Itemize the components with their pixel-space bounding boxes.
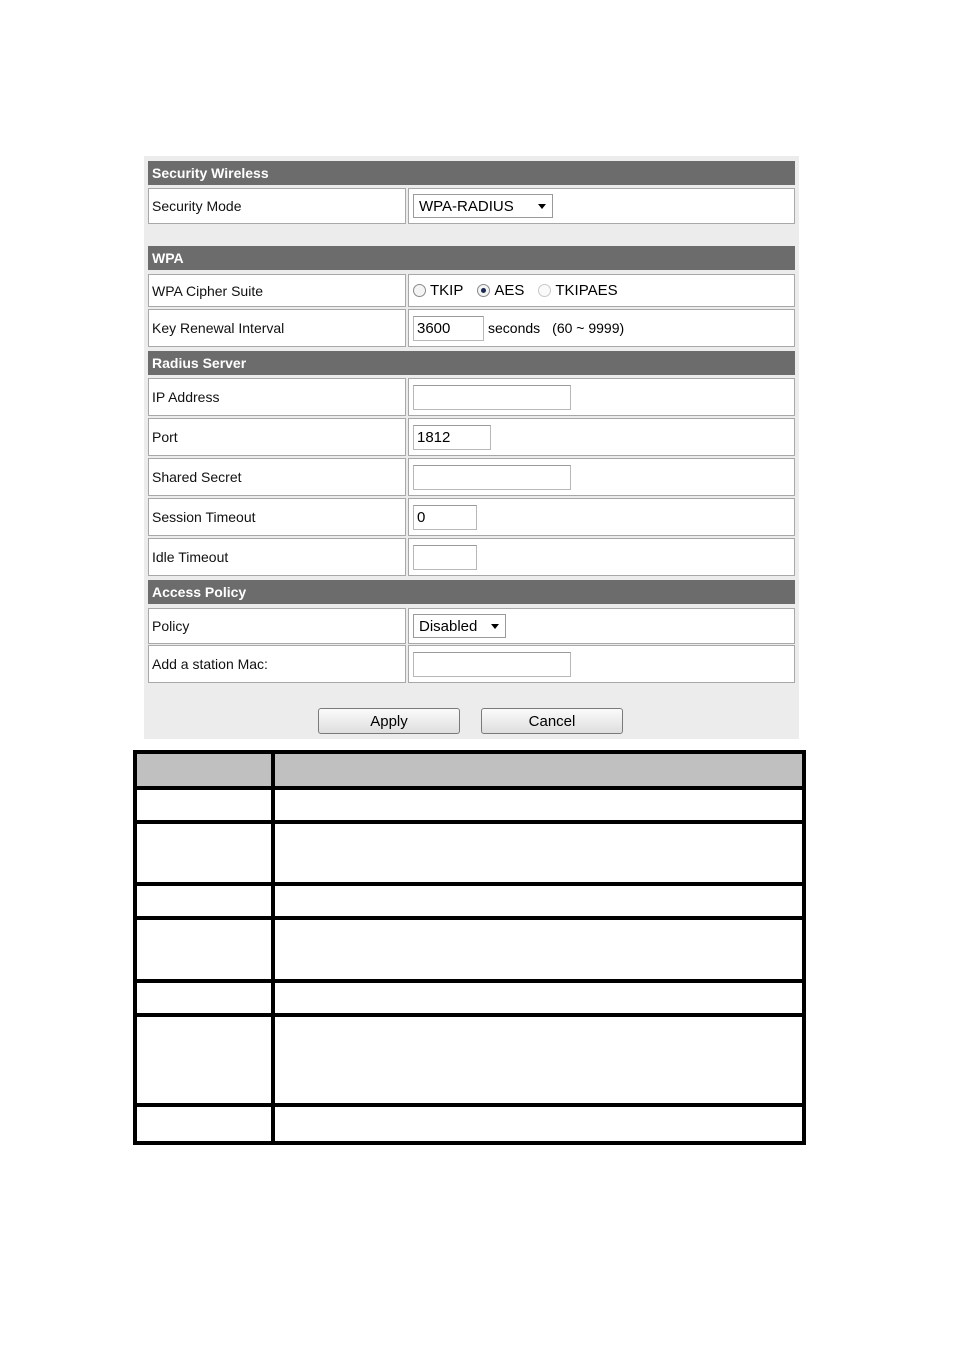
policy-value: Disabled	[419, 617, 478, 635]
table-cell	[273, 822, 804, 884]
table-row	[135, 788, 804, 822]
table-row	[135, 884, 804, 918]
security-mode-label: Security Mode	[148, 188, 406, 224]
table-row	[135, 1105, 804, 1143]
cancel-button[interactable]: Cancel	[481, 708, 623, 734]
row-idle-timeout	[148, 538, 795, 576]
table-cell	[273, 1015, 804, 1105]
wpa-cipher-label: WPA Cipher Suite	[148, 274, 406, 307]
table-cell	[135, 1105, 273, 1143]
session-timeout-cell	[408, 498, 795, 536]
table-row	[135, 1015, 804, 1105]
table-row	[135, 918, 804, 980]
row-policy	[148, 608, 795, 644]
policy-label: Policy	[148, 608, 406, 644]
port-input[interactable]: 1812	[413, 425, 491, 450]
table-cell	[273, 1105, 804, 1143]
shared-secret-input[interactable]	[413, 465, 571, 490]
chevron-down-icon	[538, 204, 546, 209]
row-wpa-cipher	[148, 274, 795, 307]
table-cell	[135, 788, 273, 822]
idle-timeout-label: Idle Timeout	[148, 538, 406, 576]
ip-address-label: IP Address	[148, 378, 406, 416]
key-renewal-unit: seconds	[488, 320, 541, 336]
section-header-security-wireless: Security Wireless	[148, 161, 795, 185]
station-mac-label: Add a station Mac:	[148, 645, 406, 683]
ip-address-cell	[408, 378, 795, 416]
radio-option-tkipaes[interactable]	[538, 282, 617, 299]
row-session-timeout	[148, 498, 795, 536]
table-row	[135, 981, 804, 1015]
row-shared-secret	[148, 458, 795, 496]
radio-tkipaes-label: TKIPAES	[555, 282, 618, 299]
shared-secret-cell	[408, 458, 795, 496]
key-renewal-input[interactable]: 3600	[413, 316, 484, 341]
chevron-down-icon	[491, 624, 499, 629]
key-renewal-label: Key Renewal Interval	[148, 309, 406, 347]
row-ip-address	[148, 378, 795, 416]
radio-option-aes[interactable]	[477, 282, 524, 299]
radio-tkip[interactable]	[413, 284, 426, 297]
session-timeout-input[interactable]: 0	[413, 505, 477, 530]
table-cell	[135, 918, 273, 980]
radio-option-tkip[interactable]	[413, 282, 463, 299]
table-header-row	[135, 752, 804, 788]
shared-secret-label: Shared Secret	[148, 458, 406, 496]
section-header-wpa: WPA	[148, 246, 795, 270]
table-cell	[273, 788, 804, 822]
table-cell	[135, 1015, 273, 1105]
radio-aes[interactable]	[477, 284, 490, 297]
row-key-renewal	[148, 309, 795, 347]
port-label: Port	[148, 418, 406, 456]
row-security-mode	[148, 188, 795, 224]
key-renewal-cell	[408, 309, 795, 347]
idle-timeout-cell	[408, 538, 795, 576]
policy-select[interactable]	[413, 614, 506, 638]
table-cell	[135, 981, 273, 1015]
table-header-cell	[135, 752, 273, 788]
idle-timeout-input[interactable]	[413, 545, 477, 570]
table-row	[135, 822, 804, 884]
section-header-access-policy: Access Policy	[148, 580, 795, 604]
wpa-cipher-radio-group	[413, 282, 632, 299]
policy-cell	[408, 608, 795, 644]
table-cell	[273, 981, 804, 1015]
key-renewal-range: (60 ~ 9999)	[552, 320, 625, 336]
description-table	[133, 750, 806, 1145]
table-cell	[135, 884, 273, 918]
row-port	[148, 418, 795, 456]
table-cell	[273, 918, 804, 980]
wireless-security-panel	[144, 156, 799, 739]
security-mode-select[interactable]	[413, 194, 553, 218]
radio-aes-label: AES	[494, 282, 525, 299]
station-mac-cell	[408, 645, 795, 683]
apply-button[interactable]: Apply	[318, 708, 460, 734]
session-timeout-label: Session Timeout	[148, 498, 406, 536]
station-mac-input[interactable]	[413, 652, 571, 677]
table-cell	[273, 884, 804, 918]
radio-tkip-label: TKIP	[430, 282, 464, 299]
security-mode-cell	[408, 188, 795, 224]
ip-address-input[interactable]	[413, 385, 571, 410]
wpa-cipher-cell	[408, 274, 795, 307]
row-station-mac	[148, 645, 795, 683]
radio-tkipaes[interactable]	[538, 284, 551, 297]
section-header-radius-server: Radius Server	[148, 351, 795, 375]
table-header-cell	[273, 752, 804, 788]
port-cell	[408, 418, 795, 456]
security-mode-value: WPA-RADIUS	[419, 197, 514, 215]
table-cell	[135, 822, 273, 884]
